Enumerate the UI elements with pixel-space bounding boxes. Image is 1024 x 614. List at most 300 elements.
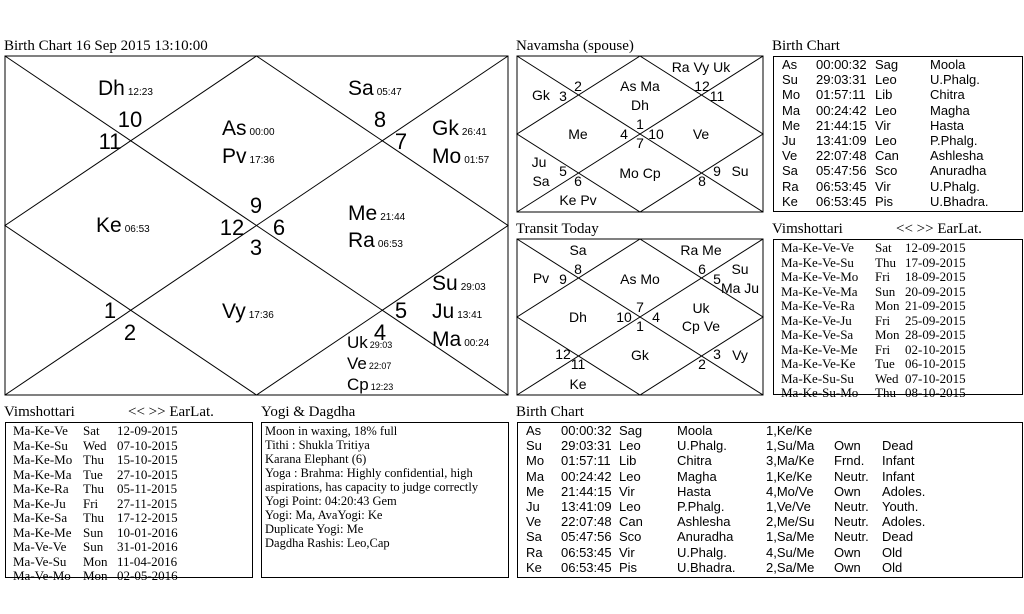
main-planet-deg: 22:07 (368, 361, 392, 371)
nav-house-num: 10 (648, 126, 664, 142)
main-house-num: 5 (394, 298, 408, 323)
vim-right-row-cell: 17-09-2015 (905, 254, 966, 270)
main-planet-deg: 13:41 (457, 310, 483, 321)
birth-bottom-row-cell: U.Bhadra. (677, 559, 736, 575)
svg-text:Ve22:07 (347, 354, 391, 373)
svg-text:Su29:03 (432, 272, 486, 295)
nav-planets: Su (731, 163, 749, 179)
vim-right-row-cell: Wed (875, 370, 899, 386)
vim-left-row-cell: Thu (83, 452, 104, 467)
main-planet: Ra (348, 229, 375, 252)
birth-bottom-row-cell: Mo (526, 453, 545, 469)
yogi-panel (261, 422, 509, 578)
main-house-num: 7 (394, 129, 408, 154)
birth-small-row-cell: Hasta (930, 117, 964, 133)
birth-bottom-row-cell: Own (834, 483, 861, 499)
birth-small-row-cell: Can (875, 148, 899, 164)
birth-bottom-row-cell: Vir (619, 483, 635, 499)
birth-small-row-cell: 29:03:31 (816, 72, 867, 88)
birth-bottom-row-cell: Sa (526, 529, 542, 545)
birth-bottom-row-cell: Ma (526, 468, 545, 484)
birth-small-row-cell: 13:41:09 (816, 133, 867, 148)
birth-bottom-row-cell: P.Phalg. (677, 499, 725, 514)
birth-small-row-cell: Leo (875, 102, 897, 118)
birth-bottom-row-cell: 1,Ke/Ke (766, 423, 813, 438)
birth-bottom-row-cell: Old (882, 544, 903, 560)
transit-house-num: 5 (713, 271, 721, 287)
transit-planets: Cp Ve (681, 318, 721, 334)
birth-small-row-cell: Chitra (930, 87, 965, 103)
birth-bottom-row-cell: Ju (526, 499, 540, 514)
nav-house-num: 6 (574, 173, 582, 189)
birth-bottom-row-cell: 3,Ma/Ke (766, 453, 815, 469)
transit-planets: Su (731, 261, 749, 277)
birth-bottom-row-cell: Own (834, 559, 861, 575)
birth-bottom-row-cell: Lib (619, 453, 637, 469)
main-planet-deg: 29:03 (369, 340, 393, 350)
birth-small-table (773, 56, 1023, 212)
birth-small-row-cell: Sco (875, 163, 898, 179)
nav-house-num: 7 (636, 135, 644, 151)
vim-right-nav[interactable]: << >> EarLat. (896, 221, 982, 237)
vim-left-row-cell: Tue (83, 466, 103, 482)
svg-text:Gk26:41 (432, 117, 487, 140)
main-planet-deg: 06:53 (124, 224, 150, 235)
vim-right-row-cell: 25-09-2015 (905, 312, 966, 328)
vim-right-row-cell: Tue (875, 356, 895, 371)
yogi-line: Yoga : Brahma: Highly confidential, high (265, 466, 473, 480)
birth-small-row-cell: Ashlesha (930, 148, 984, 164)
main-planet: As (222, 117, 247, 140)
main-planet-deg: 21:44 (380, 212, 406, 223)
birth-bottom-row-cell: 2,Me/Su (766, 514, 815, 530)
birth-bottom-row-cell: Own (834, 438, 861, 454)
birth-small-row-cell: 00:00:32 (816, 57, 867, 72)
vim-left-row-cell: Ma-Ve-Ve (13, 539, 67, 554)
vim-right-row-cell: Fri (875, 312, 891, 328)
main-planet-deg: 01:57 (464, 155, 490, 166)
yogi-line: Karana Elephant (6) (265, 452, 367, 466)
birth-small-row-cell: Vir (875, 117, 891, 133)
birth-bottom-row-cell: Infant (882, 453, 915, 469)
transit-house-num: 11 (570, 356, 586, 372)
vim-left-row-cell: Ma-Ke-Me (13, 524, 72, 540)
vim-right-row-cell: Ma-Ke-Ve-Ma (781, 283, 858, 299)
vim-left-row-cell: Ma-Ke-Ma (13, 466, 72, 482)
main-planet-deg: 26:41 (461, 127, 487, 138)
vim-right-row-cell: Sun (875, 283, 896, 299)
transit-planets: Ra Me (680, 242, 722, 258)
birth-bottom-row-cell: 1,Su/Ma (766, 438, 815, 454)
vim-left-title: Vimshottari (4, 404, 75, 420)
transit-planets: Pv (532, 270, 550, 286)
birth-small-title: Birth Chart (772, 38, 840, 54)
transit-house-num: 3 (713, 346, 721, 362)
yogi-line: Yogi: Ma, AvaYogi: Ke (265, 508, 383, 522)
birth-bottom-row-cell: 05:47:56 (561, 529, 612, 545)
transit-planets: Vy (732, 347, 748, 363)
main-house-num: 10 (117, 107, 143, 132)
transit-planets: Gk (631, 347, 649, 363)
svg-text:Ke06:53 (96, 214, 150, 237)
birth-small-row-cell: 06:53:45 (816, 193, 867, 209)
main-planet: Su (432, 272, 458, 295)
vim-left-row-cell: Fri (83, 495, 99, 511)
nav-house-num: 4 (620, 126, 628, 142)
vim-left-row-cell: Sat (83, 423, 100, 438)
transit-house-num: 10 (616, 309, 632, 325)
birth-small-row-cell: U.Phalg. (930, 178, 980, 194)
nav-planets: Ke Pv (559, 192, 597, 208)
birth-small-row-cell: Magha (930, 102, 970, 118)
nav-house-num: 9 (713, 163, 721, 179)
nav-planets: Gk (532, 87, 550, 103)
vim-left-row-cell: 15-10-2015 (117, 452, 178, 467)
main-house-num: 11 (98, 129, 122, 154)
birth-bottom-row-cell: Dead (882, 438, 914, 454)
vim-left-row-cell: Ma-Ve-Mo (13, 568, 71, 583)
birth-bottom-row-cell: Adoles. (882, 514, 926, 530)
birth-bottom-row-cell: 00:24:42 (561, 468, 612, 484)
main-planet-deg: 17:36 (248, 310, 274, 321)
vim-left-row-cell: 12-09-2015 (117, 423, 178, 438)
transit-house-num: 6 (698, 261, 706, 277)
birth-bottom-title: Birth Chart (516, 404, 584, 420)
transit-title: Transit Today (516, 221, 599, 237)
vim-right-row-cell: 06-10-2015 (905, 356, 966, 371)
vim-right-row-cell: Mon (875, 298, 900, 313)
birth-small-row-cell: Vir (875, 178, 891, 194)
main-planet-deg: 29:03 (460, 282, 486, 293)
vim-right-row-cell: Ma-Ke-Su-Su (781, 370, 854, 386)
vim-left-row-cell: 17-12-2015 (117, 510, 178, 525)
vim-right-row-cell: 07-10-2015 (905, 370, 966, 386)
birth-bottom-row-cell: 13:41:09 (561, 499, 612, 514)
main-planet: Ma (432, 328, 462, 351)
main-house-num: 12 (219, 215, 245, 240)
birth-bottom-row-cell: Moola (677, 423, 713, 438)
birth-small-row-cell: As (782, 57, 798, 72)
main-house-num: 9 (249, 193, 263, 218)
birth-small-row-cell: U.Bhadra. (930, 193, 989, 209)
birth-bottom-row-cell: Adoles. (882, 483, 926, 499)
transit-house-num: 4 (652, 309, 660, 325)
nav-house-num: 8 (698, 173, 706, 189)
vim-left-row-cell: Sun (83, 524, 104, 540)
birth-bottom-row-cell: 01:57:11 (561, 453, 611, 469)
svg-text:Me21:44 (348, 202, 406, 225)
main-planet: Mo (432, 145, 462, 168)
vim-right-row-cell: Ma-Ke-Ve-Me (781, 341, 858, 357)
birth-small-row-cell: Leo (875, 72, 897, 88)
yogi-line: Moon in waxing, 18% full (265, 424, 398, 438)
birth-bottom-row-cell: 4,Su/Me (766, 544, 815, 560)
vim-right-row-cell: Fri (875, 341, 891, 357)
vim-left-row-cell: 10-01-2016 (117, 524, 178, 540)
vim-left-row-cell: Ma-Ve-Su (13, 553, 67, 569)
vim-right-row-cell: Ma-Ke-Ve-Sa (781, 327, 854, 342)
vim-right-row-cell: Ma-Ke-Ve-Ju (781, 312, 852, 328)
transit-planets: Ke (569, 376, 587, 392)
nav-house-num: 3 (559, 88, 567, 104)
birth-bottom-row-cell: Sco (619, 529, 642, 545)
nav-planets: As Ma (620, 78, 660, 94)
transit-house-num: 2 (698, 356, 706, 372)
birth-small-row-cell: Anuradha (930, 163, 987, 179)
birth-bottom-row-cell: 06:53:45 (561, 559, 612, 575)
main-planet-deg: 00:00 (249, 127, 275, 138)
birth-small-row-cell: Ma (782, 102, 801, 118)
nav-planets: Me (568, 126, 588, 142)
vim-right-row-cell: Sat (875, 240, 892, 255)
birth-bottom-row-cell: 29:03:31 (561, 438, 612, 454)
vim-right-row-cell: Fri (875, 269, 891, 284)
birth-small-row-cell: 21:44:15 (816, 117, 867, 133)
vim-right-row-cell: Ma-Ke-Ve-Ve (781, 240, 854, 255)
main-planet: Vy (222, 300, 246, 323)
vim-right-row-cell: 20-09-2015 (905, 283, 966, 299)
birth-bottom-row-cell: Leo (619, 468, 641, 484)
transit-planets: Sa (569, 242, 587, 258)
main-planet-deg: 12:23 (127, 87, 153, 98)
birth-bottom-row-cell: U.Phalg. (677, 544, 727, 560)
nav-house-num: 11 (709, 88, 725, 104)
svg-text:Cp12:23 (347, 375, 393, 394)
main-house-num: 3 (249, 235, 263, 260)
vim-right-row-cell: 08-10-2015 (905, 385, 966, 400)
vim-right-row-cell: Ma-Ke-Su-Mo (781, 385, 859, 400)
main-chart-title: Birth Chart 16 Sep 2015 13:10:00 (4, 38, 208, 54)
birth-small-row-cell: 22:07:48 (816, 148, 867, 164)
nav-house-num: 1 (636, 116, 644, 132)
main-planet: Cp (347, 375, 369, 394)
main-planet: Pv (222, 145, 247, 168)
birth-small-row-cell: Sa (782, 163, 798, 179)
main-planet: Ju (432, 300, 455, 323)
birth-bottom-row-cell: 4,Mo/Ve (766, 483, 814, 499)
birth-bottom-row-cell: 22:07:48 (561, 514, 612, 530)
transit-house-num: 9 (559, 271, 567, 287)
vim-left-nav[interactable]: << >> EarLat. (128, 404, 214, 420)
birth-small-row-cell: P.Phalg. (930, 133, 978, 148)
main-planet: Gk (432, 117, 459, 140)
birth-bottom-row-cell: Vir (619, 544, 635, 560)
main-planet: Uk (347, 333, 368, 352)
yogi-title: Yogi & Dagdha (261, 404, 356, 420)
birth-small-row-cell: Ke (782, 193, 798, 209)
birth-bottom-row-cell: Infant (882, 468, 915, 484)
vim-right-row-cell: Ma-Ke-Ve-Mo (781, 269, 859, 284)
main-planet-deg: 05:47 (376, 87, 402, 98)
main-planet: Dh (98, 77, 125, 100)
vim-left-row-cell: Sun (83, 539, 104, 554)
birth-bottom-row-cell: Hasta (677, 483, 711, 499)
vim-left-row-cell: Ma-Ke-Ra (13, 481, 69, 496)
birth-bottom-row-cell: Neutr. (834, 514, 869, 530)
birth-small-row-cell: 06:53:45 (816, 178, 867, 194)
birth-small-row-cell: 05:47:56 (816, 163, 867, 179)
birth-bottom-row-cell: 21:44:15 (561, 483, 612, 499)
main-planet-deg: 06:53 (377, 239, 403, 250)
birth-small-row-cell: Me (782, 117, 801, 133)
transit-planets: As Mo (620, 271, 660, 287)
vim-right-row-cell: 28-09-2015 (905, 327, 966, 342)
birth-bottom-row-cell: 1,Ve/Ve (766, 499, 811, 514)
birth-bottom-row-cell: 06:53:45 (561, 544, 612, 560)
svg-text:Uk29:03 (347, 333, 392, 352)
transit-house-num: 8 (574, 261, 582, 277)
birth-bottom-row-cell: 00:00:32 (561, 423, 612, 438)
vim-right-row-cell: Ma-Ke-Ve-Ra (781, 298, 855, 313)
transit-house-num: 12 (555, 346, 571, 362)
birth-small-row-cell: 00:24:42 (816, 102, 867, 118)
vim-right-row-cell: 18-09-2015 (905, 269, 966, 284)
main-house-num: 1 (103, 298, 117, 323)
svg-text:Mo01:57 (432, 145, 490, 168)
vim-left-row-cell: 05-11-2015 (117, 481, 178, 496)
vim-left-row-cell: 11-04-2016 (117, 553, 178, 569)
birth-bottom-row-cell: Ashlesha (677, 514, 731, 530)
vim-left-row-cell: Wed (83, 437, 107, 453)
main-house-num: 8 (373, 107, 387, 132)
birth-bottom-row-cell: 1,Sa/Me (766, 529, 815, 545)
birth-bottom-row-cell: Own (834, 544, 861, 560)
birth-bottom-row-cell: Chitra (677, 453, 712, 469)
birth-bottom-row-cell: 1,Ke/Ke (766, 468, 813, 484)
vim-left-row-cell: Ma-Ke-Ve (13, 423, 68, 438)
main-planet-deg: 12:23 (370, 382, 394, 392)
birth-bottom-row-cell: U.Phalg. (677, 438, 727, 454)
vim-right-row-cell: Ma-Ke-Ve-Ke (781, 356, 856, 371)
vim-left-row-cell: Ma-Ke-Ju (13, 495, 66, 511)
birth-small-row-cell: Su (782, 72, 798, 88)
vim-right-title: Vimshottari (772, 221, 843, 237)
svg-text:Ma00:24 (432, 328, 490, 351)
birth-bottom-row-cell: Neutr. (834, 499, 869, 514)
birth-bottom-row-cell: Leo (619, 499, 641, 514)
main-planet: Ve (347, 354, 367, 373)
vim-right-row-cell: Thu (875, 254, 896, 270)
birth-bottom-row-cell: Anuradha (677, 529, 734, 545)
main-planet-deg: 00:24 (464, 338, 490, 349)
vim-left-row-cell: 07-10-2015 (117, 437, 178, 453)
main-planet: Ke (96, 214, 122, 237)
birth-small-row-cell: Moola (930, 57, 966, 72)
vim-left-row-cell: Ma-Ke-Su (13, 437, 68, 453)
main-planet: Me (348, 202, 378, 225)
birth-small-row-cell: Sag (875, 57, 899, 72)
nav-planets: Ju (531, 154, 547, 170)
yogi-line: Tithi : Shukla Tritiya (265, 438, 370, 452)
transit-planets: Dh (569, 309, 587, 325)
nav-planets: Dh (631, 97, 649, 113)
birth-small-row-cell: Ve (782, 148, 798, 164)
vim-right-row-cell: 02-10-2015 (905, 341, 966, 357)
birth-small-row-cell: Lib (875, 87, 893, 103)
birth-bottom-row-cell: Ke (526, 559, 542, 575)
birth-bottom-row-cell: Me (526, 483, 545, 499)
birth-small-row-cell: Mo (782, 87, 801, 103)
birth-small-row-cell: Ra (782, 178, 799, 194)
birth-bottom-row-cell: Ve (526, 514, 542, 530)
vim-left-row-cell: Thu (83, 481, 104, 496)
nav-planets: Mo Cp (619, 165, 661, 181)
birth-bottom-row-cell: Magha (677, 468, 717, 484)
nav-planets: Sa (532, 173, 550, 189)
svg-text:Pv17:36 (222, 145, 275, 168)
birth-small-row-cell: 01:57:11 (816, 87, 866, 103)
main-house-num: 6 (272, 215, 286, 240)
vim-left-row-cell: 27-10-2015 (117, 466, 178, 482)
vim-right-row-cell: Thu (875, 385, 896, 400)
birth-small-row-cell: Pis (875, 193, 894, 209)
birth-bottom-row-cell: Youth. (882, 499, 919, 514)
svg-text:As00:00 (222, 117, 275, 140)
svg-text:Ra06:53 (348, 229, 403, 252)
yogi-line: Dagdha Rashis: Leo,Cap (265, 536, 390, 550)
birth-bottom-row-cell: Old (882, 559, 903, 575)
birth-bottom-row-cell: 2,Sa/Me (766, 559, 815, 575)
vim-left-row-cell: 31-01-2016 (117, 539, 178, 554)
nav-house-num: 2 (574, 78, 582, 94)
nav-house-num: 5 (559, 163, 567, 179)
birth-bottom-row-cell: As (526, 423, 542, 438)
vim-left-row-cell: 27-11-2015 (117, 495, 178, 511)
yogi-line: Yogi Point: 04:20:43 Gem (265, 494, 397, 508)
birth-small-row-cell: Ju (782, 133, 796, 148)
birth-bottom-row-cell: Neutr. (834, 468, 869, 484)
transit-planets: Ma Ju (720, 280, 760, 296)
yogi-line: aspirations, has capacity to judge correctly (265, 480, 479, 494)
transit-planets: Uk (692, 300, 710, 316)
birth-bottom-row-cell: Can (619, 514, 643, 530)
main-house-num: 2 (123, 320, 137, 345)
birth-bottom-row-cell: Leo (619, 438, 641, 454)
main-house-num: 4 (373, 320, 387, 345)
birth-bottom-row-cell: Frnd. (834, 453, 865, 469)
birth-bottom-row-cell: Dead (882, 529, 914, 545)
svg-text:Sa05:47 (348, 77, 402, 100)
vim-right-row-cell: Mon (875, 327, 900, 342)
transit-house-num: 7 (636, 299, 644, 315)
vim-right-row-cell: 21-09-2015 (905, 298, 966, 313)
vim-right-row-cell: 12-09-2015 (905, 240, 966, 255)
birth-bottom-row-cell: Su (526, 438, 542, 454)
birth-bottom-row-cell: Ra (526, 544, 543, 560)
nav-planets: Ve (692, 126, 710, 142)
birth-small-row-cell: U.Phalg. (930, 72, 980, 88)
yogi-line: Duplicate Yogi: Me (265, 522, 364, 536)
vim-left-row-cell: Thu (83, 510, 104, 525)
birth-bottom-row-cell: Neutr. (834, 529, 869, 545)
nav-house-num: 12 (694, 78, 710, 94)
main-planet: Sa (348, 77, 374, 100)
vim-right-row-cell: Ma-Ke-Ve-Su (781, 254, 854, 270)
vim-left-row-cell: Mon (83, 568, 108, 583)
vim-left-row-cell: Ma-Ke-Sa (13, 510, 68, 525)
svg-text:Vy17:36 (222, 300, 274, 323)
main-planet-deg: 17:36 (249, 155, 275, 166)
birth-bottom-row-cell: Sag (619, 423, 643, 438)
transit-house-num: 1 (636, 318, 644, 334)
vim-left-row-cell: Ma-Ke-Mo (13, 452, 73, 467)
navamsha-title: Navamsha (spouse) (516, 38, 634, 54)
svg-text:Dh12:23 (98, 77, 153, 100)
svg-text:Ju13:41 (432, 300, 483, 323)
birth-small-row-cell: Leo (875, 133, 897, 148)
vim-left-row-cell: Mon (83, 553, 108, 569)
vim-left-row-cell: 02-05-2016 (117, 568, 178, 583)
